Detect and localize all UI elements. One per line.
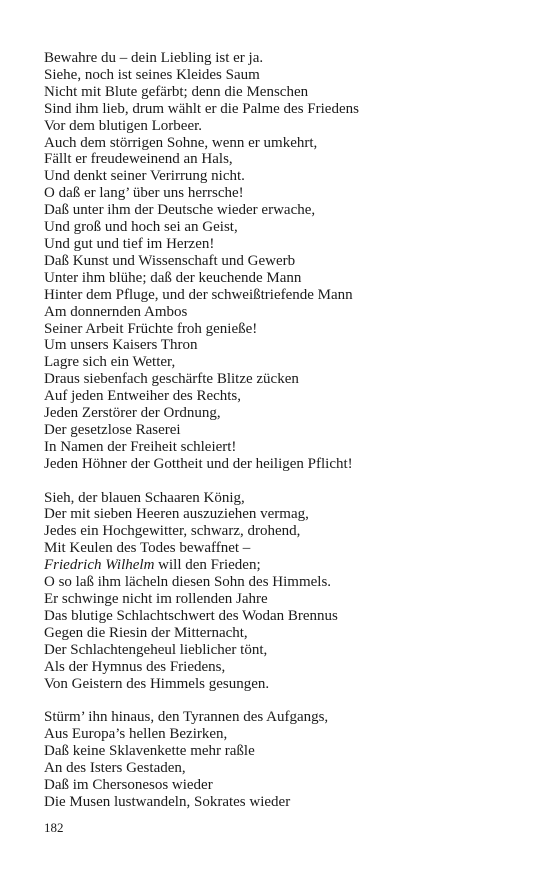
verse-line: Der gesetzlose Raserei — [44, 421, 181, 438]
verse-line: Sind ihm lieb, drum wählt er die Palme des Friedens — [44, 100, 359, 117]
verse-line: Nicht mit Blute gefärbt; denn die Menschen — [44, 83, 309, 100]
verse-line: Fällt er freudeweinend an Hals, — [44, 151, 233, 168]
verse-line: In Namen der Freiheit schleiert! — [44, 438, 237, 455]
verse-line: Er schwinge nicht im rollenden Jahre — [44, 590, 268, 607]
verse-line: Jeden Höhner der Gottheit und der heiligen Pflicht! — [44, 455, 353, 472]
stanza-3 — [44, 709, 514, 810]
verse-line: Auch dem störrigen Sohne, wenn er umkehrt, — [44, 134, 318, 151]
verse-line: Der Schlachtengeheul lieblicher tönt, — [44, 641, 268, 658]
verse-line: Vor dem blutigen Lorbeer. — [44, 117, 203, 134]
verse-line: Siehe, noch ist seines Kleides Saum — [44, 66, 260, 83]
verse-line: Der mit sieben Heeren auszuziehen vermag, — [44, 506, 309, 523]
verse-line: Und groß und hoch sei an Geist, — [44, 219, 238, 236]
verse-line: Jeden Zerstörer der Ordnung, — [44, 405, 221, 422]
verse-line: Seiner Arbeit Früchte froh genieße! — [44, 320, 258, 337]
verse-line-rest: will den Frieden; — [154, 557, 261, 574]
verse-line: Gegen die Riesin der Mitternacht, — [44, 624, 248, 641]
verse-line: Daß unter ihm der Deutsche wieder erwache, — [44, 202, 316, 219]
emperor-name: Friedrich Wilhelm — [44, 557, 155, 574]
stanza-1 — [44, 50, 514, 473]
verse-line: Am donnernden Ambos — [44, 303, 188, 320]
verse-line: Daß keine Sklavenkette mehr raßle — [44, 743, 255, 760]
verse-line: Daß Kunst und Wissenschaft und Gewerb — [44, 252, 296, 269]
verse-line: Von Geistern des Himmels gesungen. — [44, 675, 270, 692]
verse-line: Als der Hymnus des Friedens, — [44, 658, 226, 675]
verse-line: Das blutige Schlachtschwert des Wodan Brennus — [44, 607, 338, 624]
verse-line: Und denkt seiner Verirrung nicht. — [44, 168, 245, 185]
verse-line: Lagre sich ein Wetter, — [44, 354, 176, 371]
verse-line: Um unsers Kaisers Thron — [44, 337, 198, 354]
stanza-2 — [44, 490, 514, 693]
verse-line: Stürm’ ihn hinaus, den Tyrannen des Aufgangs, — [44, 709, 329, 726]
verse-line: Aus Europa’s hellen Bezirken, — [44, 726, 228, 743]
verse-line: O daß er lang’ über uns herrsche! — [44, 185, 244, 202]
verse-line: Draus siebenfach geschärfte Blitze zücken — [44, 371, 299, 388]
verse-line: An des Isters Gestaden, — [44, 760, 186, 777]
verse-line: Die Musen lustwandeln, Sokrates wieder — [44, 793, 291, 810]
verse-line: Auf jeden Entweiher des Rechts, — [44, 388, 242, 405]
verse-line: Jedes ein Hochgewitter, schwarz, drohend, — [44, 523, 301, 540]
verse-line — [44, 557, 514, 574]
verse-line: Daß im Chersonesos wieder — [44, 776, 213, 793]
verse-line: Hinter dem Pfluge, und der schweißtriefende Mann — [44, 286, 353, 303]
verse-line: Sieh, der blauen Schaaren König, — [44, 489, 245, 506]
verse-line: O so laß ihm lächeln diesen Sohn des Himmels. — [44, 574, 332, 591]
verse-line: Mit Keulen des Todes bewaffnet – — [44, 540, 251, 557]
page-number: 182 — [44, 820, 64, 835]
poem-text — [44, 50, 514, 811]
verse-line: Und gut und tief im Herzen! — [44, 235, 215, 252]
verse-line: Unter ihm blühe; daß der keuchende Mann — [44, 269, 302, 286]
verse-line: Bewahre du – dein Liebling ist er ja. — [44, 50, 264, 66]
